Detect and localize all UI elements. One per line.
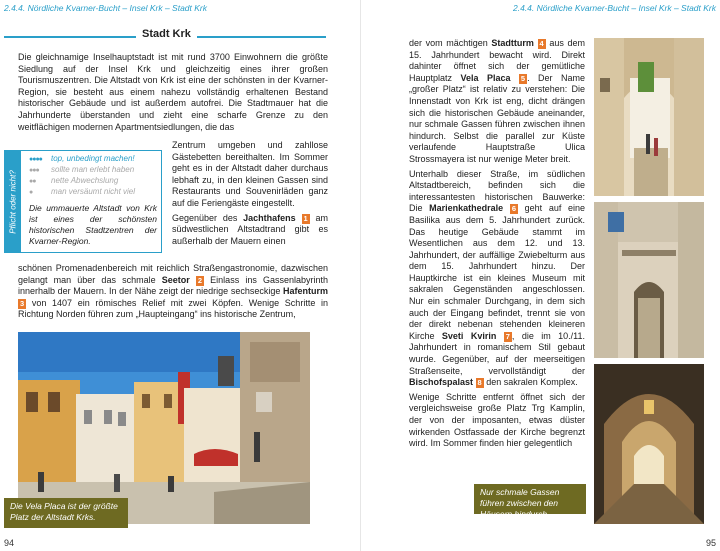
side-column-text <box>172 140 328 247</box>
side-paragraph-2: Gegenüber des Jachthafens 1 am südwestlichen Altstadtrand gibt es außerhalb der Mauern einen <box>172 212 328 246</box>
poi-number-4: 4 <box>539 39 544 48</box>
rating-level-2: ●●● sollte man erlebt haben <box>29 165 135 174</box>
photo-caption-right: Nur schmale Gassen führen zwischen den Häusern hindurch. <box>474 484 586 514</box>
poi-number-1: 1 <box>303 213 308 223</box>
page-number-left: 94 <box>4 538 15 548</box>
rating-box <box>4 150 162 253</box>
vela-placa-photo <box>18 332 310 524</box>
alley-photo-middle <box>594 202 704 358</box>
rating-level-4: ● man versäumt nicht viel <box>29 187 136 196</box>
poi-seetor: Seetor <box>161 274 190 285</box>
poi-stadtturm: Stadtturm <box>491 38 534 48</box>
poi-number-2: 2 <box>197 275 203 285</box>
poi-marienkathedrale: Marienkathedrale <box>429 203 504 214</box>
poi-number-7: 7 <box>505 331 510 341</box>
right-paragraph-2: Unterhalb dieser Straße, im südlichen Altstadtbereich, befinden sich die interessantesten historischen Bauwerke: Die Marienkathedrale 6 geht auf eine Basilika aus dem 5. Jahrhundert zurück. Das heutige Gebäude stammt im Wesentlichen aus dem 12. und 13. Jahrhundert, der auffällige Zwiebelturm aus dem 15. Jahrhundert hinzu. Der Hauptkirche ist ein kleines Museum mit sakralen Gegenständen angeschlossen. Nur ein schmaler Durchgang, in dem sich auch der Eingang befindet, trennt sie von der direkt nebenan stehenden kleineren Kirche Sveti Kvirin 7 , die im 10./11. Jahrhundert in romanischem Stil gebaut wurde. Gegenüber, auf der meerseitigen Straßenseite, vervollständigt der Bischofspalast 8 den sakralen Komplex. <box>409 168 585 388</box>
poi-hafenturm: Hafenturm <box>282 286 328 297</box>
poi-number-8: 8 <box>477 378 482 388</box>
poi-jachthafen: Jachthafens <box>243 212 296 223</box>
rating-dots-icon: ●● <box>29 178 36 185</box>
running-head-right: 2.4.4. Nördliche Kvarner-Bucht – Insel Krk – Stadt Krk <box>513 3 716 13</box>
page-number-right: 95 <box>705 538 716 548</box>
side-paragraph-1: Zentrum umgeben und zahllose Gästebetten bereithalten. Im Sommer geht es in der Altstadt daher durchaus lebhaft zu, in den kleinen Gassen sind Restaurants und Souvenirläden ganz auf die Feriengäste eingestellt. <box>172 140 328 208</box>
alley-photo-top <box>594 38 704 196</box>
rating-box-tab <box>5 151 21 252</box>
rating-dots-icon: ●●●● <box>29 156 42 163</box>
right-column-text <box>409 38 585 450</box>
right-paragraph-3: Wenige Schritte entfernt öffnet sich der vergleichsweise große Platz Trg Kamplin, der von der imposanten, etwas düster wirkenden Ostfassade der Kirche begrenzt wird. Im Sommer finden hier gelegentlich <box>409 391 585 449</box>
section-heading <box>4 28 326 44</box>
poi-number-3: 3 <box>20 298 25 308</box>
rating-dots-icon: ● <box>29 189 33 196</box>
poi-bischofspalast: Bischofspalast <box>409 377 474 388</box>
rating-level-1: ●●●● top, unbedingt machen! <box>29 154 135 163</box>
poi-vela-placa: Vela Placa <box>460 72 511 83</box>
left-bottom-paragraph: schönen Promenadenbereich mit reichlich Straßengastronomie, dazwischen gelangt man über das schmale Seetor 2 Einlass ins Gassenlabyrinth innerhalb der Mauern. In der Nähe zeigt der niedrige sechseckige Hafenturm 3 von 1407 ein römisches Relief mit zwei Köpfen. Wenige Schritte in Richtung Norden führen zum „Haupteingang“ ins historische Zentrum, <box>18 263 328 320</box>
rating-verdict: Die ummauerte Altstadt von Krk ist eines der schönsten historischen Stadtzentren der Kvarner-Region. <box>29 203 157 246</box>
running-head-left: 2.4.4. Nördliche Kvarner-Bucht – Insel Krk – Stadt Krk <box>4 3 207 13</box>
page-gutter <box>360 0 361 551</box>
arch-passage-photo <box>594 364 704 524</box>
rating-box-tab-label: Pflicht oder nicht? <box>8 169 18 234</box>
poi-number-5: 5 <box>520 73 526 83</box>
photo-caption-left: Die Vela Placa ist der größte Platz der Altstadt Krks. <box>4 498 128 528</box>
rating-level-3: ●● nette Abwechslung <box>29 176 119 185</box>
section-title: Stadt Krk <box>136 28 197 40</box>
rating-dots-icon: ●●● <box>29 167 39 174</box>
poi-sveti-kvirin: Sveti Kvirin <box>441 330 497 341</box>
right-paragraph-1: der vom mächtigen Stadtturm 4 aus dem 15. Jahrhundert bewacht wird. Direkt dahinter öffnet sich der gemütliche Hauptplatz Vela Placa 5 . Der Name „großer Platz“ ist relativ zu verstehen: Die Innenstadt von Krk ist eng, dicht drängen sich die historischen Gebäude aneinander, nur schmale Gassen führen zwischen ihnen hindurch. Selbst die parallel zur Küste verlaufende Hauptstraße Ulica Strossmayera ist nur wenige Meter breit. <box>409 38 585 164</box>
poi-number-6: 6 <box>511 204 517 214</box>
intro-paragraph: Die gleichnamige Inselhauptstadt ist mit rund 3700 Einwohnern die größte Siedlung auf der Insel Krk und gleichzeitig eines ihrer großen Tourismuszentren. Die Altstadt von Krk ist eine der schönsten in der Kvarner-Region, sie besteht aus einem nahezu vollständig erhaltenen Bestand historischer Gebäude und ist außerdem autofrei. Die Stadtmauer hat die Jahrhunderte überstanden und zieht eine scharfe Grenze zu den weitflächigen modernen Apartmentsiedlungen, die das <box>18 52 328 132</box>
